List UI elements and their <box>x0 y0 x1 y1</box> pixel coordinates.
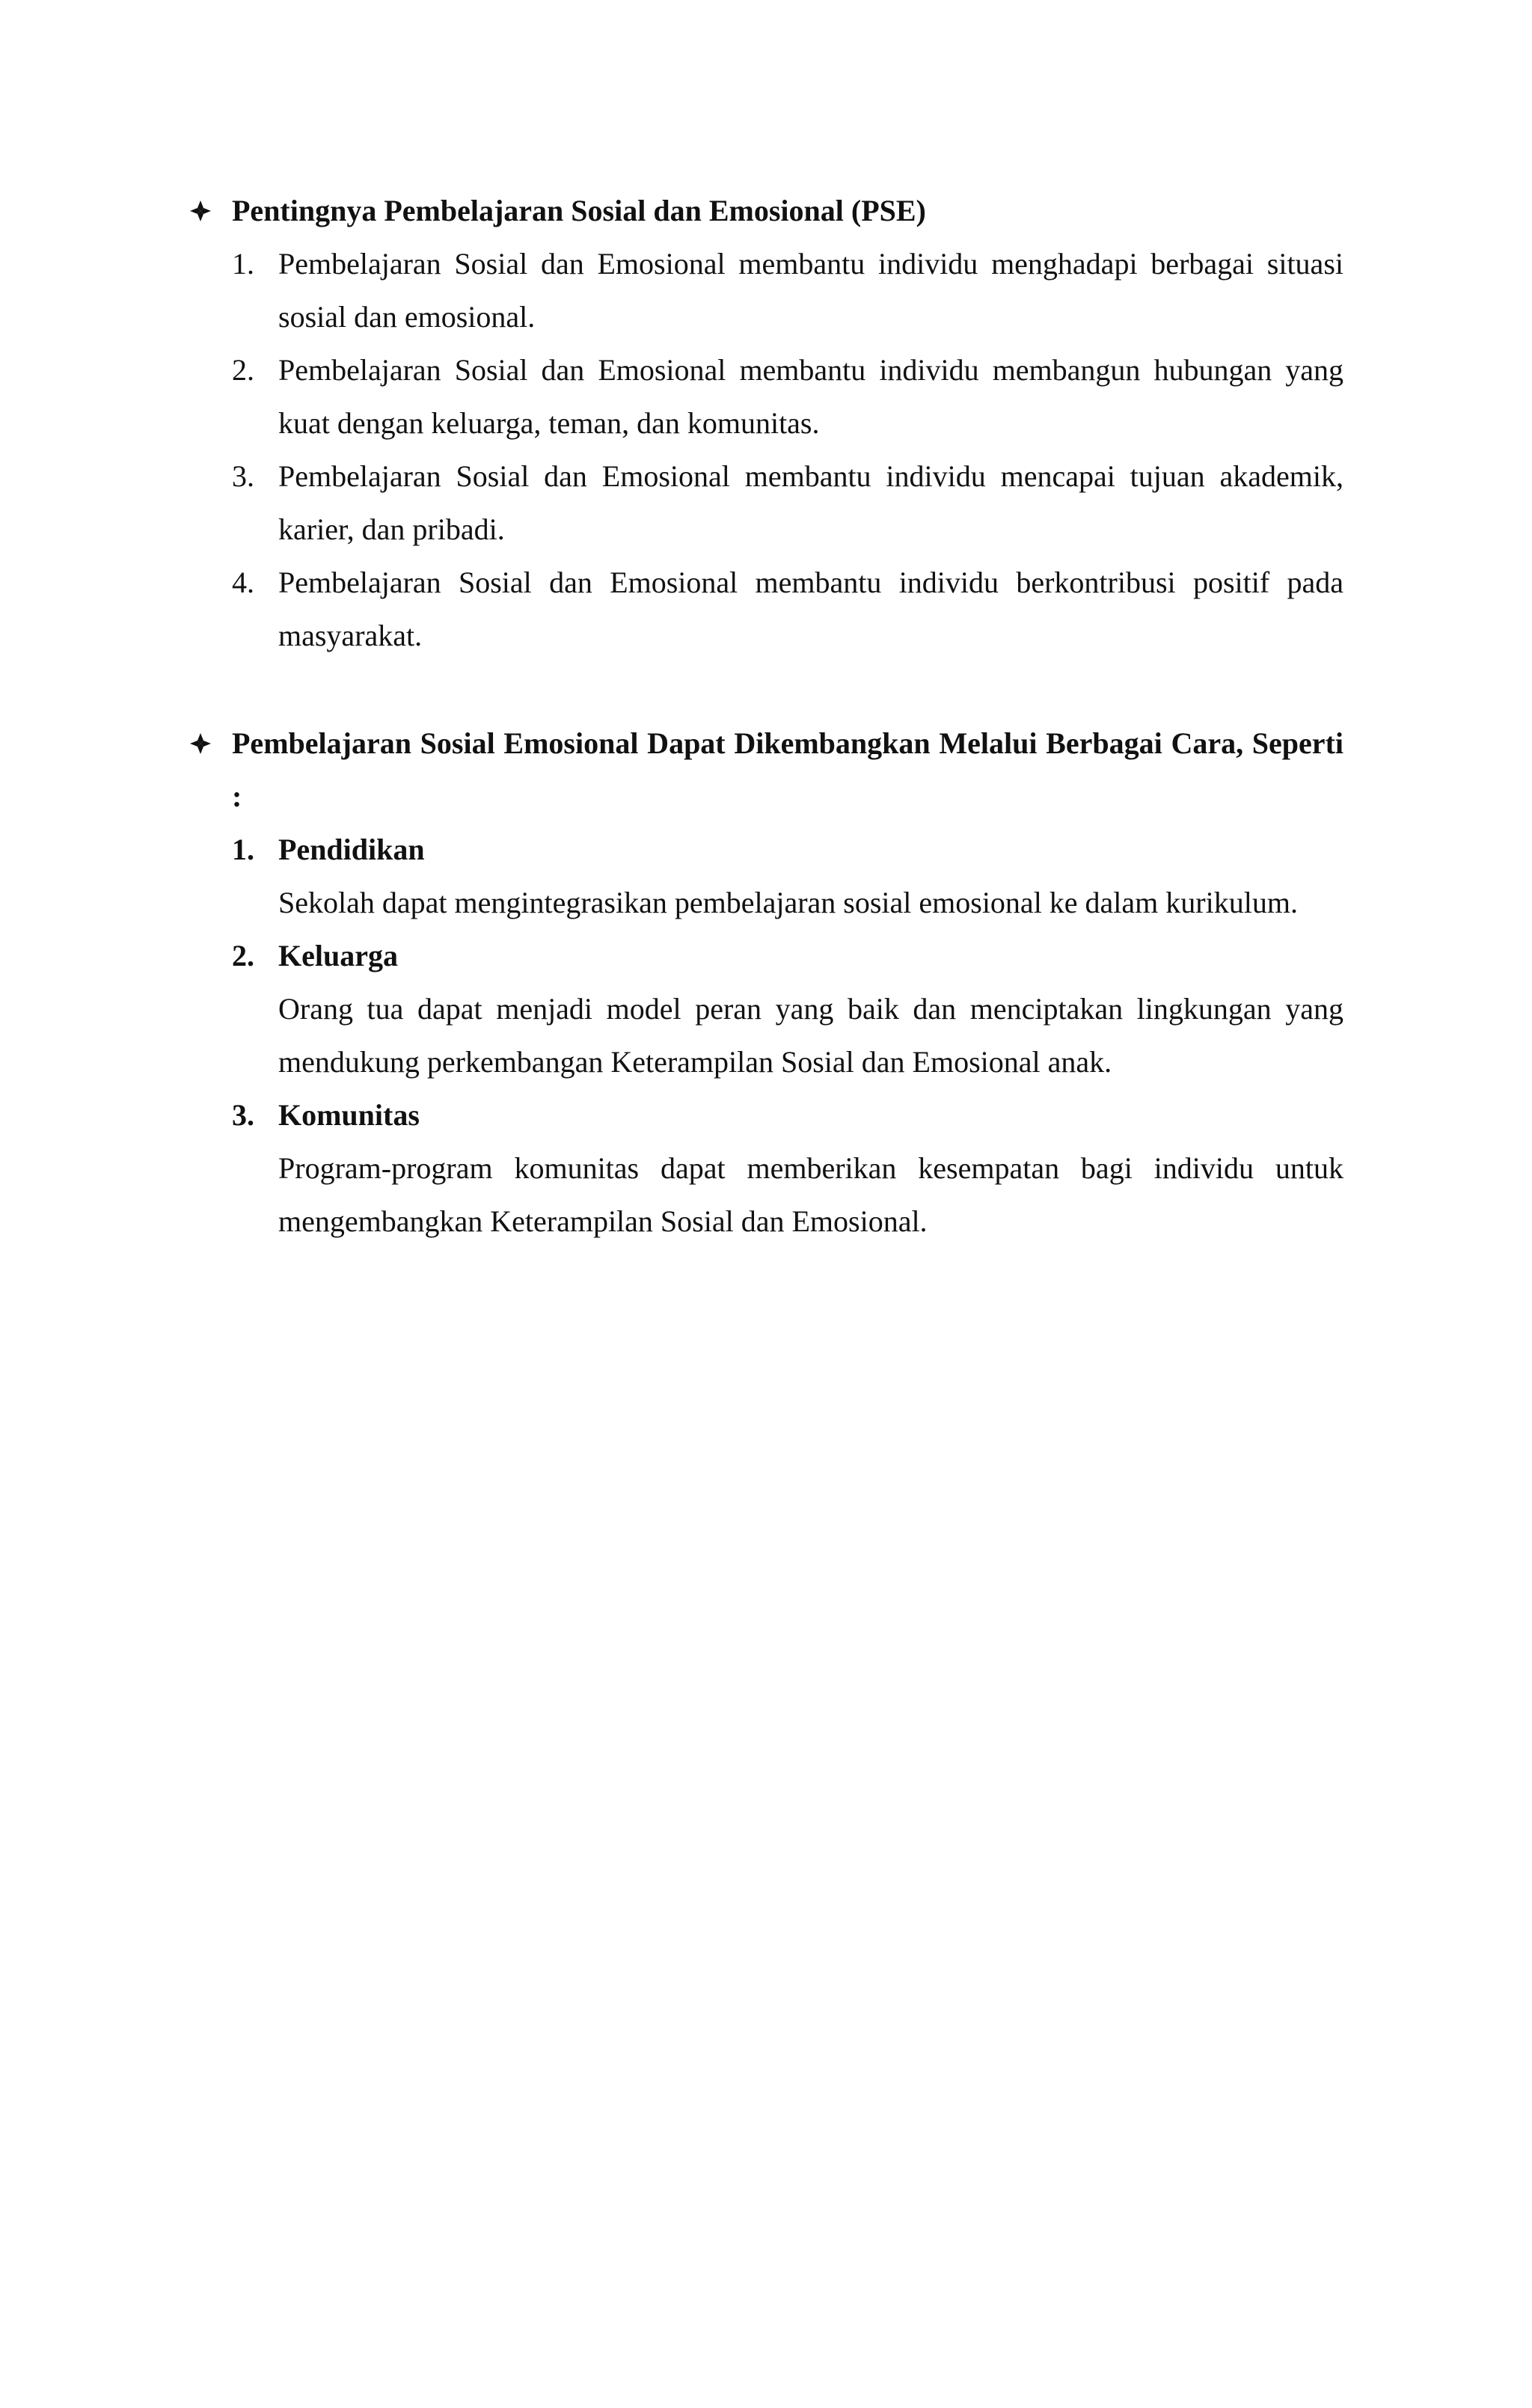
heading-text: Pentingnya Pembelajaran Sosial dan Emosional (PSE) <box>232 194 926 227</box>
list-item <box>186 1088 1343 1248</box>
list-item-text: Sekolah dapat mengintegrasikan pembelajaran sosial emosional ke dalam kurikulum. <box>278 886 1298 919</box>
section-heading <box>186 717 1343 823</box>
section-pse-importance <box>186 184 1343 662</box>
list-number: 3. <box>232 459 254 493</box>
list-item-text: Program-program komunitas dapat memberikan kesempatan bagi individu untuk mengembangkan Keterampilan Sosial dan Emosional. <box>278 1151 1343 1238</box>
numbered-list <box>186 237 1343 662</box>
list-item-text: Pembelajaran Sosial dan Emosional membantu individu membangun hubungan yang kuat dengan keluarga, teman, dan komunitas. <box>278 353 1343 440</box>
section-heading <box>186 184 1343 237</box>
list-number: 2. <box>232 353 254 387</box>
list-item <box>186 343 1343 450</box>
list-number: 3. <box>232 1098 254 1132</box>
list-number: 1. <box>232 833 254 866</box>
list-item-text: Pembelajaran Sosial dan Emosional membantu individu mencapai tujuan akademik, karier, dan pribadi. <box>278 459 1343 546</box>
heading-text: Pembelajaran Sosial Emosional Dapat Dikembangkan Melalui Berbagai Cara, Seperti : <box>232 726 1343 813</box>
list-item <box>186 823 1343 929</box>
list-item-title: Keluarga <box>278 939 398 972</box>
list-number: 1. <box>232 247 254 281</box>
list-item-title: Komunitas <box>278 1098 420 1132</box>
diamond-bullet-icon <box>186 184 215 237</box>
list-item-title: Pendidikan <box>278 833 425 866</box>
list-item <box>186 556 1343 662</box>
list-item-text: Pembelajaran Sosial dan Emosional membantu individu berkontribusi positif pada masyarakat. <box>278 566 1343 652</box>
list-item <box>186 237 1343 343</box>
list-item <box>186 450 1343 556</box>
list-item-text: Pembelajaran Sosial dan Emosional membantu individu menghadapi berbagai situasi sosial dan emosional. <box>278 247 1343 334</box>
list-item-text: Orang tua dapat menjadi model peran yang baik dan menciptakan lingkungan yang mendukung perkembangan Keterampilan Sosial dan Emosional anak. <box>278 992 1343 1079</box>
list-number: 2. <box>232 939 254 972</box>
list-item <box>186 929 1343 1088</box>
section-development-methods <box>186 717 1343 1248</box>
diamond-bullet-icon <box>186 717 215 770</box>
list-number: 4. <box>232 566 254 599</box>
numbered-list <box>186 823 1343 1248</box>
